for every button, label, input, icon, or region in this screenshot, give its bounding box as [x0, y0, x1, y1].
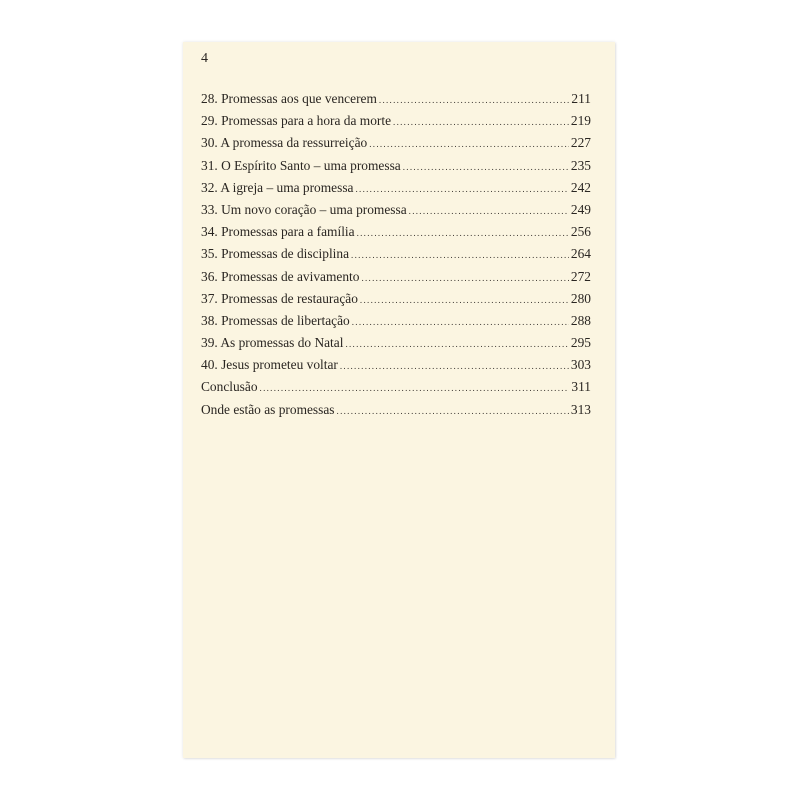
toc-entry-title: 33. Um novo coração – uma promessa: [201, 201, 407, 217]
toc-entry: [201, 155, 591, 177]
table-of-contents: [201, 88, 591, 421]
toc-entry-title: 40. Jesus prometeu voltar: [201, 357, 338, 373]
dot-leader: [409, 200, 569, 222]
toc-entry-page: 295: [570, 335, 591, 351]
dot-leader: [360, 289, 569, 311]
page-number: 4: [201, 51, 208, 66]
toc-entry: [201, 354, 591, 376]
dot-leader: [345, 333, 568, 355]
dot-leader: [361, 267, 568, 289]
dot-leader: [337, 400, 569, 422]
toc-entry-title: 28. Promessas aos que vencerem: [201, 91, 377, 106]
toc-entry-title: 34. Promessas para a família: [201, 224, 355, 240]
toc-entry-page: 211: [571, 91, 591, 106]
toc-entry-title: 37. Promessas de restauração: [201, 290, 358, 306]
dot-leader: [351, 244, 569, 266]
toc-entry-page: 256: [570, 224, 591, 240]
dot-leader: [355, 178, 568, 200]
dot-leader: [393, 111, 569, 133]
toc-entry-page: 313: [570, 401, 591, 417]
toc-entry-page: 303: [570, 357, 591, 373]
toc-entry-title: 38. Promessas de libertação: [201, 312, 350, 328]
toc-entry: [201, 266, 591, 288]
toc-entry: [201, 310, 591, 332]
toc-entry-page: 272: [570, 268, 591, 284]
toc-entry-page: 311: [571, 379, 591, 395]
toc-entry: [201, 288, 591, 310]
toc-entry: [201, 110, 591, 132]
toc-entry-page: 280: [570, 290, 591, 306]
toc-entry-page: 227: [570, 135, 591, 151]
toc-entry-page: 235: [570, 157, 591, 173]
toc-entry-title: 39. As promessas do Natal: [201, 335, 344, 351]
toc-entry: [201, 376, 591, 398]
toc-entry: [201, 132, 591, 154]
toc-entry: [201, 221, 591, 243]
dot-leader: [369, 133, 569, 155]
toc-entry-title: 31. O Espírito Santo – uma promessa: [201, 157, 401, 173]
toc-entry: [201, 332, 591, 354]
toc-entry: [201, 199, 591, 221]
toc-entry: [201, 177, 591, 199]
toc-entry-title: Onde estão as promessas: [201, 401, 335, 417]
dot-leader: [352, 311, 569, 333]
toc-entry-page: 242: [570, 179, 591, 195]
dot-leader: [260, 377, 570, 399]
toc-entry-page: 288: [570, 312, 591, 328]
dot-leader: [379, 89, 570, 111]
toc-entry-page: 219: [570, 113, 591, 129]
dot-leader: [340, 355, 569, 377]
toc-entry-page: 249: [570, 201, 591, 217]
toc-entry: [201, 243, 591, 265]
toc-entry: [201, 88, 591, 110]
toc-entry-title: 35. Promessas de disciplina: [201, 246, 350, 262]
toc-entry-title: Conclusão: [201, 379, 258, 395]
toc-entry-title: 29. Promessas para a hora da morte: [201, 113, 392, 129]
toc-entry-title: 30. A promessa da ressurreição: [201, 135, 368, 151]
toc-entry-page: 264: [570, 246, 591, 262]
toc-entry: [201, 399, 591, 421]
dot-leader: [357, 222, 569, 244]
book-page: [183, 42, 615, 758]
toc-entry-title: 36. Promessas de avivamento: [201, 268, 360, 284]
dot-leader: [403, 156, 569, 178]
toc-entry-title: 32. A igreja – uma promessa: [201, 179, 354, 195]
